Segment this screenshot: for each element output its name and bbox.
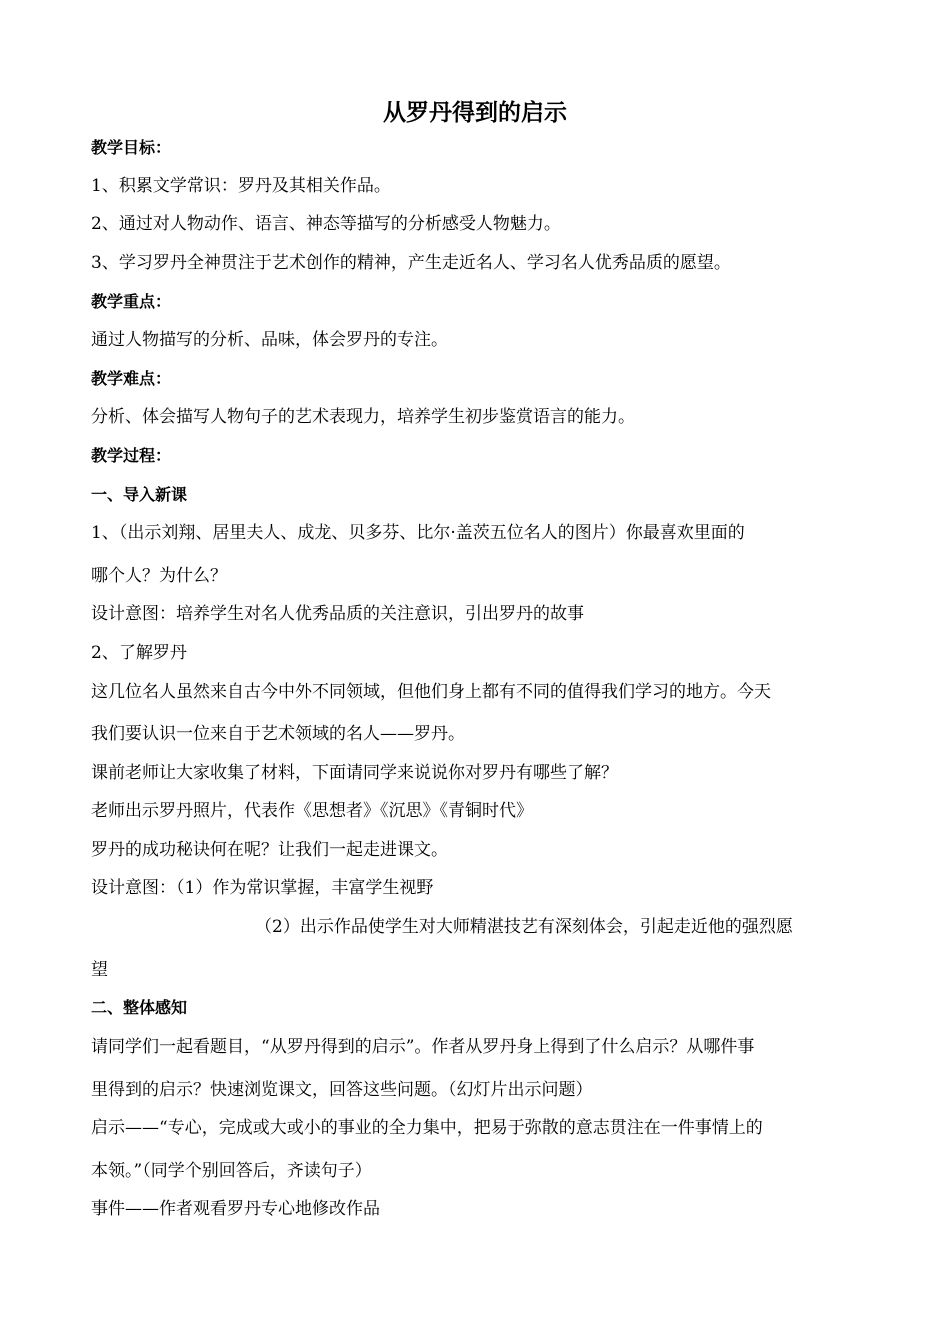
section1-line: （2）出示作品使学生对大师精湛技艺有深刻体会，引起走近他的强烈愿 xyxy=(255,917,793,937)
document-title: 从罗丹得到的启示 xyxy=(383,100,567,126)
section1-line: 老师出示罗丹照片，代表作《思想者》《沉思》《青铜时代》 xyxy=(91,801,533,821)
section1-line: 设计意图：培养学生对名人优秀品质的关注意识，引出罗丹的故事 xyxy=(91,604,584,624)
difficulties-text: 分析、体会描写人物句子的艺术表现力，培养学生初步鉴赏语言的能力。 xyxy=(91,407,635,427)
section1-line: 我们要认识一位来自于艺术领域的名人——罗丹。 xyxy=(91,724,465,744)
section1-line: 课前老师让大家收集了材料，下面请同学来说说你对罗丹有哪些了解？ xyxy=(91,763,618,783)
section2-line: 启示——“专心，完成或大或小的事业的全力集中，把易于弥散的意志贯注在一件事情上的 xyxy=(91,1118,763,1138)
section1-line: 哪个人？为什么？ xyxy=(91,566,227,586)
section2-line: 请同学们一起看题目，“从罗丹得到的启示”。作者从罗丹身上得到了什么启示？从哪件事 xyxy=(91,1037,755,1057)
process-heading: 教学过程： xyxy=(91,446,172,465)
section1-line: 这几位名人虽然来自古今中外不同领域，但他们身上都有不同的值得我们学习的地方。今天 xyxy=(91,682,771,702)
section2-line: 事件——作者观看罗丹专心地修改作品 xyxy=(91,1199,380,1219)
section2-heading: 二、整体感知 xyxy=(91,998,188,1017)
section1-line: 2、了解罗丹 xyxy=(91,643,187,663)
section1-line: 1、（出示刘翔、居里夫人、成龙、贝多芬、比尔·盖茨五位名人的图片）你最喜欢里面的 xyxy=(91,523,745,543)
section1-line: 望 xyxy=(91,960,108,980)
key-points-heading: 教学重点： xyxy=(91,292,172,311)
objective-item-3: 3、学习罗丹全神贯注于艺术创作的精神，产生走近名人、学习名人优秀品质的愿望。 xyxy=(91,253,731,273)
section1-line: 设计意图：（1）作为常识掌握，丰富学生视野 xyxy=(91,878,434,898)
section2-line: 里得到的启示？快速浏览课文，回答这些问题。（幻灯片出示问题） xyxy=(91,1080,593,1100)
key-points-text: 通过人物描写的分析、品味，体会罗丹的专注。 xyxy=(91,330,448,350)
section2-line: 本领。”（同学个别回答后，齐读句子） xyxy=(91,1161,372,1181)
objective-item-1: 1、积累文学常识：罗丹及其相关作品。 xyxy=(91,176,391,196)
objectives-heading: 教学目标： xyxy=(91,138,172,157)
difficulties-heading: 教学难点： xyxy=(91,369,172,388)
objective-item-2: 2、通过对人物动作、语言、神态等描写的分析感受人物魅力。 xyxy=(91,214,561,234)
section1-heading: 一、导入新课 xyxy=(91,485,188,504)
section1-line: 罗丹的成功秘诀何在呢？让我们一起走进课文。 xyxy=(91,840,448,860)
